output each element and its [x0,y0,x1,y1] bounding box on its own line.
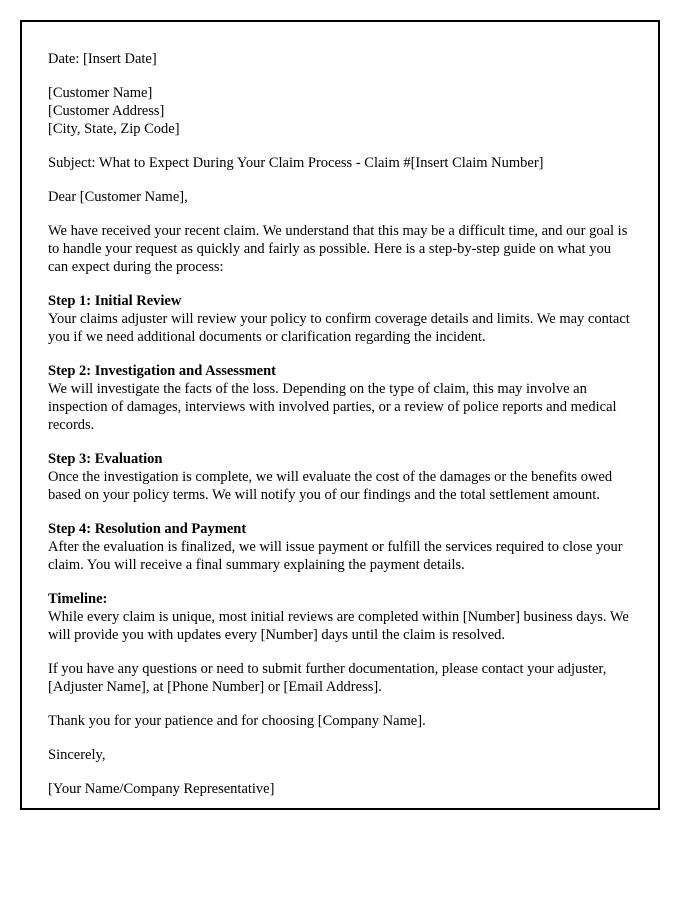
timeline-block [48,590,632,644]
contact-paragraph: If you have any questions or need to submit further documentation, please contact your adjuster, [Adjuster Name], at [Phone Number] or [Email Address]. [48,661,607,695]
timeline-body: While every claim is unique, most initial reviews are completed within [Number] business days. We will provide you with updates every [Number] days until the claim is resolved. [48,609,629,643]
step-3-heading: Step 3: Evaluation [48,451,163,467]
step-1-block [48,292,632,346]
subject-line: Subject: What to Expect During Your Claim Process - Claim #[Insert Claim Number] [48,155,544,171]
intro-paragraph: We have received your recent claim. We understand that this may be a difficult time, and our goal is to handle your request as quickly and fairly as possible. Here is a step-by-step guide on what you can expect during the process: [48,223,628,275]
recipient-address-line: [Customer Address] [48,103,165,119]
timeline-heading: Timeline: [48,591,108,607]
step-1-heading: Step 1: Initial Review [48,293,182,309]
step-3-block [48,450,632,504]
step-4-block [48,520,632,574]
salutation: Dear [Customer Name], [48,189,188,205]
thanks-paragraph: Thank you for your patience and for choosing [Company Name]. [48,713,426,729]
step-2-heading: Step 2: Investigation and Assessment [48,363,276,379]
letter-document [20,20,660,810]
step-2-body: We will investigate the facts of the loss. Depending on the type of claim, this may involve an inspection of damages, interviews with involved parties, or a review of police reports and medical records. [48,381,617,433]
recipient-block [48,84,632,138]
step-4-heading: Step 4: Resolution and Payment [48,521,247,537]
step-2-block [48,362,632,434]
date-line: Date: [Insert Date] [48,51,157,67]
recipient-city-line: [City, State, Zip Code] [48,121,180,137]
step-3-body: Once the investigation is complete, we will evaluate the cost of the damages or the benefits owed based on your policy terms. We will notify you of our findings and the total settlement amount. [48,469,613,503]
step-4-body: After the evaluation is finalized, we will issue payment or fulfill the services required to close your claim. You will receive a final summary explaining the payment details. [48,539,623,573]
signature-line: [Your Name/Company Representative] [48,781,275,797]
step-1-body: Your claims adjuster will review your policy to confirm coverage details and limits. We may contact you if we need additional documents or clarification regarding the incident. [48,311,630,345]
recipient-name-line: [Customer Name] [48,85,153,101]
closing-line: Sincerely, [48,747,106,763]
